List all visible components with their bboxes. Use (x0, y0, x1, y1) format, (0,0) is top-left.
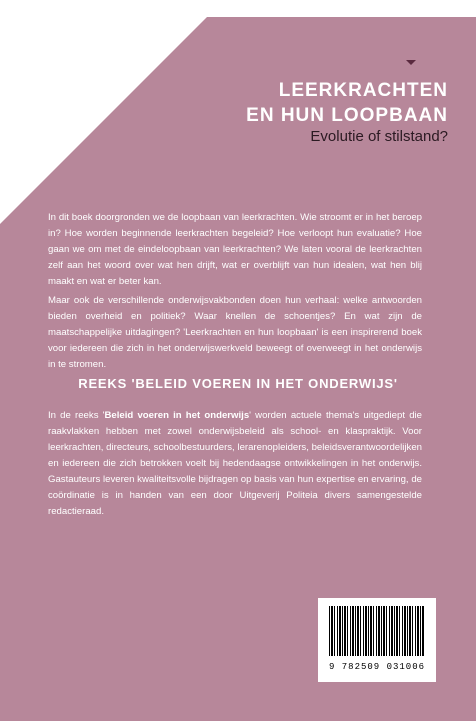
series-heading: REEKS 'BELEID VOEREN IN HET ONDERWIJS' (78, 376, 398, 391)
series-text-rest: ' worden actuele thema's uitgediept die raakvlakken hebben met zowel onderwijsbeleid als school- en klaspraktijk. Voor leerkrachten, directeurs, schoolbestuurders, lerarenopleiders, beleidsverantwoordelijken en iedereen die zich betrokken voelt bij hedendaagse ontwikkelingen in het onderwijs. Gastauteurs leveren kwaliteitsvolle bijdragen op basis van hun expertise en ervaring, de coördinatie is in handen van een door Uitgeverij Politeia divers samengestelde redactieraad. (48, 410, 422, 517)
title-line-2: EN HUN LOOPBAAN (246, 105, 448, 126)
series-name: Beleid voeren in het onderwijs (104, 410, 250, 421)
series-text-start: In de reeks ' (48, 410, 105, 421)
blurb-paragraph-2: Maar ook de verschillende onderwijsvakbonden doen hun verhaal: welke antwoorden bieden overheid en politiek? Waar knellen de schoentjes? En wat zijn de maatschappelijke uitdagingen? 'Leerkrachten en hun loopbaan' is een inspirerend boek voor iedereen die zich in het onderwijswerkveld beweegt of overweegt in het onderwijs in te stromen. (48, 295, 422, 370)
book-subtitle: Evolutie of stilstand? (310, 128, 448, 145)
blurb-paragraph-1: In dit boek doorgronden we de loopbaan van leerkrachten. Wie stroomt er in het beroep in? Hoe worden beginnende leerkrachten begeleid? Hoe verloopt hun evaluatie? Hoe gaan we om met de eindeloopbaan van leerkrachten? We laten vooral de leerkrachten zelf aan het woord over wat hen drijft, wat er overblijft van hun idealen, wat hen blij maakt en wat er beter kan. (48, 212, 422, 287)
barcode-bars (329, 606, 425, 656)
isbn-number: 9 782509 031006 (328, 662, 425, 672)
series-paragraph (48, 408, 422, 520)
title-line-1: LEERKRACHTEN (278, 80, 448, 101)
barcode (318, 598, 436, 682)
book-title (246, 78, 448, 128)
triangle-marker-icon (406, 60, 416, 65)
